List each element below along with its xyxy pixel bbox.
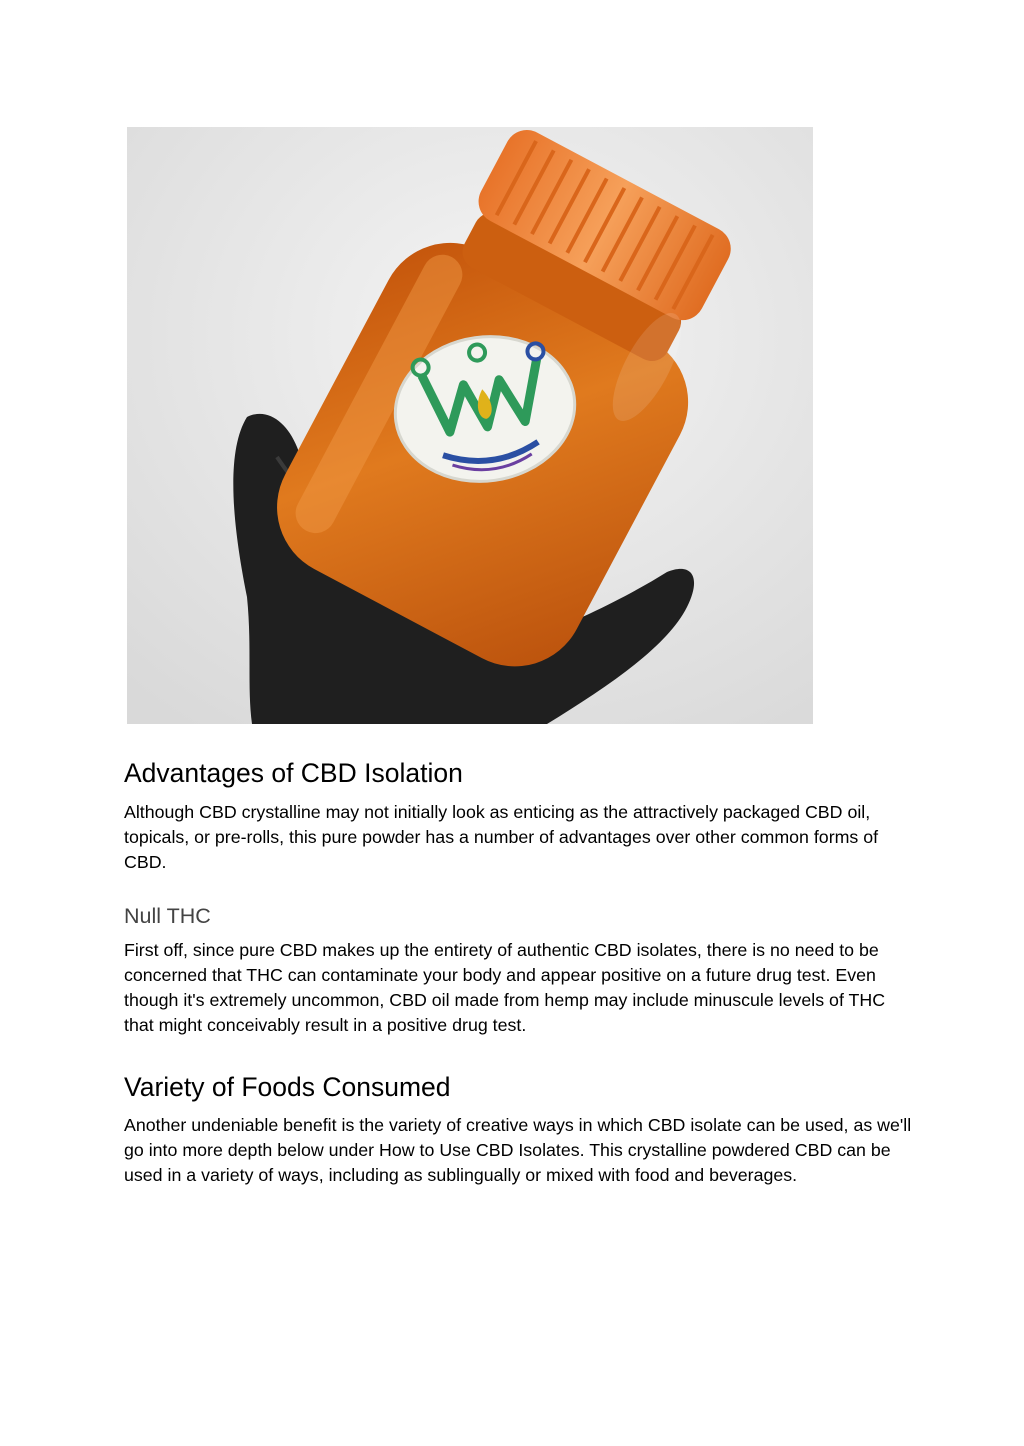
spacer (124, 1038, 914, 1072)
cbd-jar-icon (127, 127, 813, 724)
section-heading-advantages: Advantages of CBD Isolation (124, 758, 463, 788)
section-body-advantages: Although CBD crystalline may not initially look as enticing as the attractively packaged CBD oil, topicals, or pre-rolls, this pure powder has a number of advantages over other common forms of CBD. (124, 801, 879, 872)
cbd-jar-photo (127, 127, 813, 724)
section-body-null-thc: First off, since pure CBD makes up the entirety of authentic CBD isolates, there is no need to be concerned that THC can contaminate your body and appear positive on a future drug test. Even though it's extremely uncommon, CBD oil made from hemp may include minuscule levels of THC that might conceivably result in a positive drug test. (124, 939, 886, 1035)
article-content (124, 758, 914, 1188)
section-body-variety: Another undeniable benefit is the variety of creative ways in which CBD isolate can be used, as we'll go into more depth below under How to Use CBD Isolates. This crystalline powdered CBD can be used in a variety of ways, including as sublingually or mixed with food and beverages. (124, 1115, 912, 1186)
spacer (124, 875, 914, 904)
section-subheading-null-thc: Null THC (124, 903, 211, 928)
section-heading-variety: Variety of Foods Consumed (124, 1071, 451, 1102)
